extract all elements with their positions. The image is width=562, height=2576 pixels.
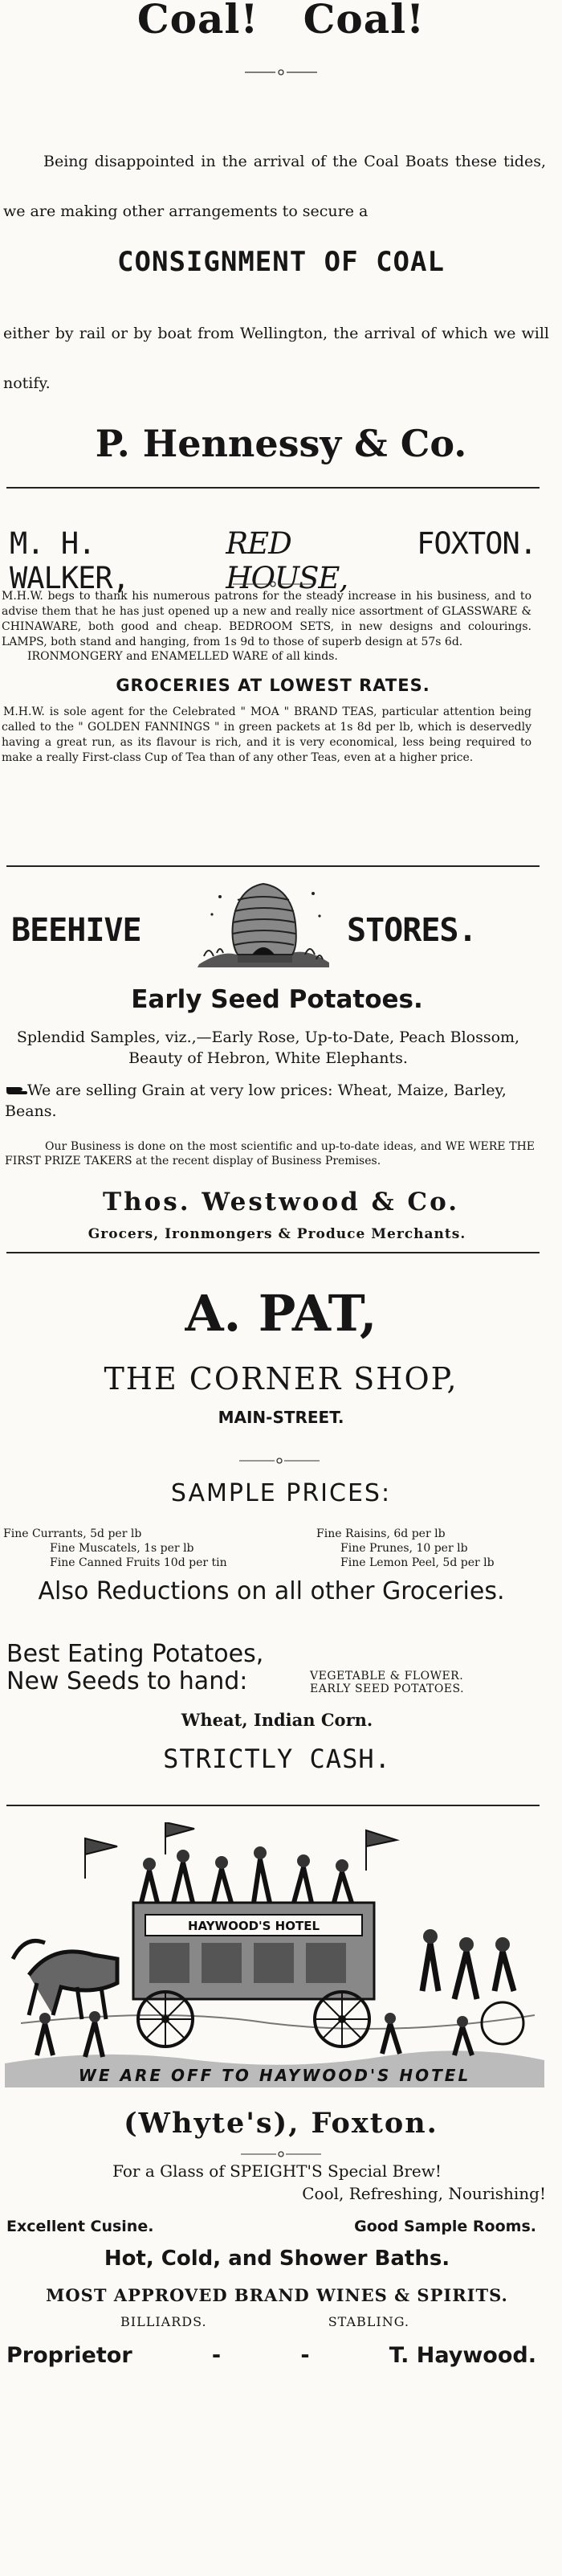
beehive-ad: [0, 868, 562, 1242]
wines-spirits-line: MOST APPROVED BRAND WINES & SPIRITS.: [46, 2285, 508, 2305]
westwood-trades: Grocers, Ironmongers & Produce Merchants.: [88, 1226, 466, 1242]
ornament-icon: [239, 1457, 320, 1465]
price-item: Fine Lemon Peel, 5d per lb: [340, 1556, 495, 1569]
price-item: Fine Raisins, 6d per lb: [316, 1527, 446, 1540]
proprietor-label: Proprietor: [6, 2343, 132, 2368]
potatoes-heading: Early Seed Potatoes.: [131, 985, 423, 1014]
cuisine: Excellent Cusine.: [6, 2218, 154, 2235]
ornament-icon: [245, 67, 317, 77]
coach-scene-illustration: [5, 1822, 544, 2087]
ornament-icon: [233, 580, 313, 588]
seed-type: EARLY SEED POTATOES.: [310, 1683, 465, 1695]
walker-name: M. H. WALKER,: [10, 526, 129, 595]
sample-prices-heading: SAMPLE PRICES:: [170, 1479, 392, 1507]
coal-ad: [0, 0, 562, 494]
walker-town: FOXTON.: [417, 526, 536, 561]
price-item: Fine Currants, 5d per lb: [3, 1527, 142, 1540]
walker-groceries-heading: GROCERIES AT LOWEST RATES.: [116, 676, 430, 695]
walker-shop: RED HOUSE,: [226, 526, 348, 595]
hotel-ad: [0, 1808, 562, 2576]
westwood-firm-name: Thos. Westwood & Co.: [103, 1188, 459, 1216]
walker-ad: [0, 494, 562, 868]
coal-body-2: either by rail or by boat from Wellington, the arrival of which we will notify.: [3, 325, 549, 392]
seed-type: VEGETABLE & FLOWER.: [310, 1670, 464, 1683]
proprietor-row: [6, 2343, 536, 2368]
eating-potatoes: Best Eating Potatoes,: [6, 1640, 264, 1668]
divider: [6, 865, 540, 867]
wheat-line: Wheat, Indian Corn.: [181, 1710, 373, 1730]
coach-sign: HAYWOOD'S HOTEL: [187, 1919, 320, 1933]
strictly-cash: STRICTLY CASH.: [163, 1744, 391, 1774]
business-paragraph: Our Business is done on the most scientific and up-to-date ideas, and WE WERE THE FIRST PRIZE TAKERS at the recent display of Business Premises.: [5, 1140, 535, 1167]
billiards-stabling-row: [120, 2314, 409, 2329]
divider: [6, 1805, 540, 1806]
hotel-name: (Whyte's), Foxton.: [124, 2107, 438, 2140]
beehive-left-word: BEEHIVE: [11, 912, 141, 949]
pointing-hand-icon: [5, 1084, 27, 1097]
price-item: Fine Muscatels, 1s per lb: [50, 1542, 194, 1555]
walker-paragraph-2: M.H.W. is sole agent for the Celebrated " MOA " BRAND TEAS, particular attention being called to the " GOLDEN FANNINGS " in green packets at 1s 8d per lb, which is deservedly having a great run, as its flavour is rich, and it is very economical, less being required to make a really First-class Cup of Tea than of any other Teas, even at a higher price.: [2, 705, 531, 764]
baths-line: Hot, Cold, and Shower Baths.: [104, 2247, 450, 2271]
reductions-line: Also Reductions on all other Groceries.: [38, 1577, 505, 1605]
coal-body-1: Being disappointed in the arrival of the Coal Boats these tides, we are making other arrangements to secure a: [3, 153, 546, 220]
billiards: BILLIARDS.: [120, 2314, 207, 2329]
price-item: Fine Canned Fruits 10d per tin: [50, 1556, 227, 1569]
walker-ironmongery: IRONMONGERY and ENAMELLED WARE of all kinds.: [27, 650, 338, 663]
coach-caption: WE ARE OFF TO HAYWOOD'S HOTEL: [78, 2066, 471, 2085]
seed-types: [310, 1670, 551, 1695]
speights-line: For a Glass of SPEIGHT'S Special Brew!: [112, 2161, 442, 2181]
walker-paragraph-1: M.H.W. begs to thank his numerous patrons for the steady increase in his business, and to advise them that he has just opened up a new and really nice assortment of GLASSWARE & CHINAWARE, both good and cheap. BEDROOM SETS, in new designs and colourings. LAMPS, both stand and hanging, from 1s 9d to those of superb design at 57s 6d.: [2, 590, 531, 648]
pat-corner-shop: THE CORNER SHOP,: [104, 1361, 458, 1396]
coal-consignment-heading: CONSIGNMENT OF COAL: [117, 246, 445, 278]
stabling: STABLING.: [328, 2314, 409, 2329]
cuisine-rooms-row: [6, 2218, 536, 2235]
price-item: Fine Prunes, 10 per lb: [340, 1542, 468, 1555]
sample-rooms: Good Sample Rooms.: [354, 2218, 536, 2235]
ornament-icon: [241, 2150, 321, 2158]
coal-headline: Coal! Coal!: [136, 0, 426, 43]
pat-ad: [0, 1253, 562, 1888]
grain-line: [5, 1080, 535, 1122]
new-seeds: New Seeds to hand:: [6, 1667, 248, 1695]
dash: -: [300, 2343, 310, 2368]
pat-name: A. PAT,: [185, 1284, 377, 1343]
potato-samples: Splendid Samples, viz.,—Early Rose, Up-to-Date, Peach Blossom, Beauty of Hebron, White Elephants.: [16, 1028, 520, 1067]
proprietor-name: T. Haywood.: [389, 2343, 536, 2368]
prices-right: [316, 1527, 557, 1570]
refreshing-line: Cool, Refreshing, Nourishing!: [302, 2184, 546, 2203]
dash: -: [211, 2343, 222, 2368]
pat-street: MAIN-STREET.: [218, 1408, 344, 1427]
hennessy-firm-name: P. Hennessy & Co.: [95, 422, 467, 465]
beehive-right-word: STORES.: [347, 912, 477, 949]
divider: [6, 487, 540, 489]
beehive-icon: [193, 876, 334, 971]
prices-left: [3, 1527, 276, 1570]
grain-text: We are selling Grain at very low prices: Wheat, Maize, Barley, Beans.: [5, 1082, 507, 1120]
